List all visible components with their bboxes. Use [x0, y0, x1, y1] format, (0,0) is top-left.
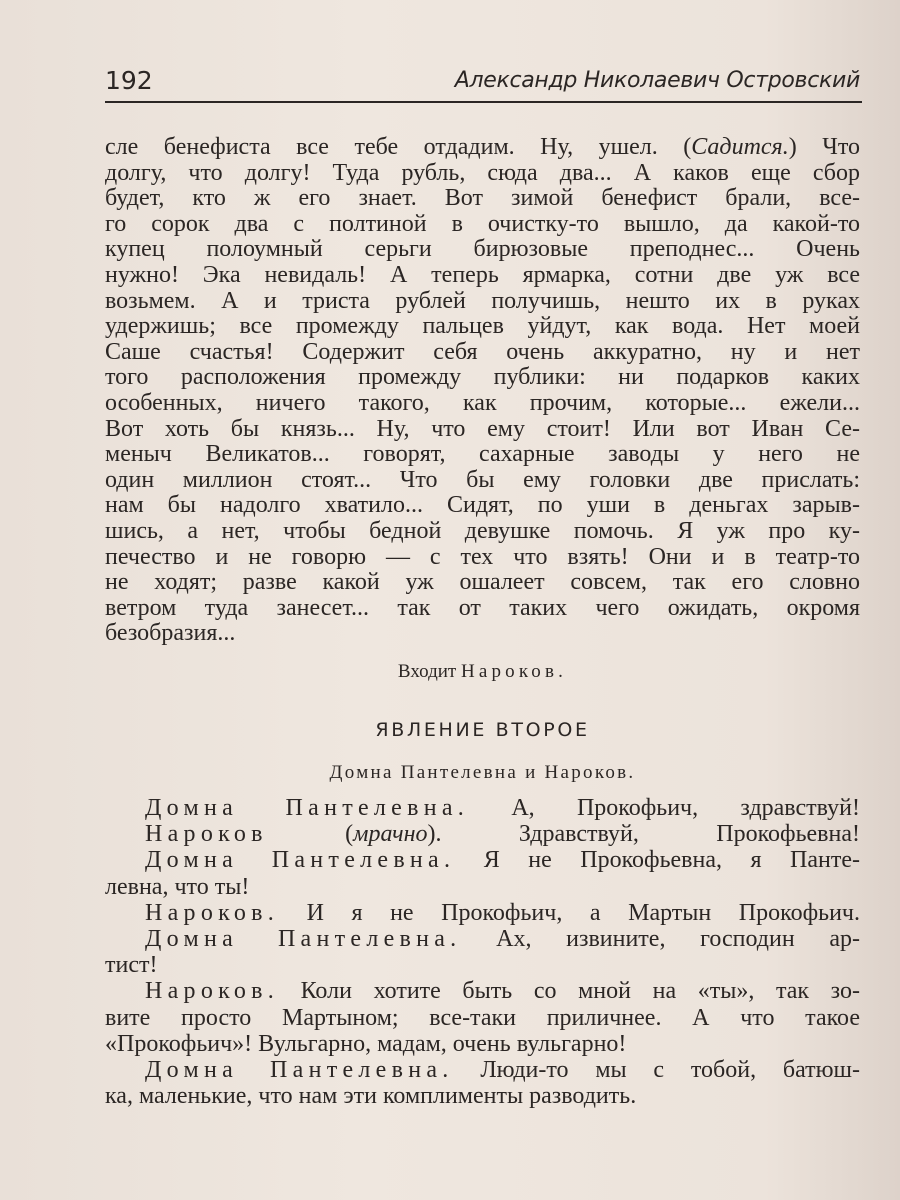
text-segment: нужно! Эка невидаль! А теперь ярмарка, сотни две уж все	[105, 262, 860, 288]
speaker-name: Нароков.	[460, 661, 568, 682]
text-segment: возьмем. А и триста рублей получишь, нешто их в руках	[105, 287, 860, 314]
text-segment: долгу, что долгу! Туда рубль, сюда два... А каков еще сбор	[105, 159, 860, 186]
text-line	[105, 620, 860, 646]
speaker-name: Нароков.	[145, 978, 279, 1005]
dialogue-line	[105, 1083, 860, 1109]
text-line	[105, 467, 860, 493]
text-line	[105, 364, 860, 390]
running-head-author: Александр Николаевич Островский	[454, 68, 860, 93]
dialogue-line	[145, 926, 860, 952]
text-segment: вите просто Мартыном; все-таки приличнее. А что такое	[105, 1004, 860, 1031]
dialogue-line	[105, 952, 860, 978]
text-line	[105, 211, 860, 237]
text-segment: Входит	[397, 661, 461, 682]
text-segment: левна, что ты!	[105, 873, 250, 900]
text-line	[105, 288, 860, 314]
speaker-name: Домна Пантелевна.	[145, 926, 462, 952]
text-segment: Ах, извините, господин ар-	[461, 926, 860, 952]
text-line	[105, 185, 860, 211]
running-header	[105, 66, 860, 100]
text-segment: А, Прокофьич, здравствуй!	[469, 795, 860, 821]
text-segment: шись, а нет, чтобы бедной девушке помочь. Я уж про ку-	[105, 518, 860, 544]
text-line	[105, 236, 860, 262]
text-segment: удержишь; все промежду пальцев уйдут, как вода. Нет моей	[105, 313, 860, 340]
speaker-name: Домна Пантелевна.	[145, 847, 456, 874]
text-segment: ка, маленькие, что нам эти комплименты разводить.	[105, 1083, 637, 1110]
text-segment: Я не Прокофьевна, я Панте-	[455, 847, 860, 874]
text-segment: ветром туда занесет... так от таких чего ожидать, окромя	[105, 594, 860, 621]
dialogue-line	[145, 847, 860, 873]
speaker-name: Домна Пантелевна.	[145, 795, 470, 821]
text-segment: купец полоумный серьги бирюзовые преподнес... Очень	[105, 236, 860, 263]
scene-persons: Домна Пантелевна и Нароков.	[329, 762, 636, 783]
dialogue-line	[145, 1057, 860, 1083]
text-line	[105, 416, 860, 442]
text-line	[105, 569, 860, 595]
text-segment: «Прокофьич»! Вульгарно, мадам, очень вульгарно!	[105, 1030, 627, 1057]
text-segment: Саше счастья! Содержит себя очень аккуратно, ну и нет	[105, 338, 860, 365]
header-rule	[105, 101, 862, 103]
text-segment: ) Что	[788, 134, 860, 160]
text-line	[105, 390, 860, 416]
dialogue-line	[105, 874, 860, 900]
dialogue-line	[145, 821, 860, 847]
text-line	[105, 313, 860, 339]
dialogue-line	[145, 795, 860, 821]
text-line	[105, 441, 860, 467]
text-segment: один миллион стоят... Что бы ему головки две прислать:	[105, 466, 860, 493]
scene-title: ЯВЛЕНИЕ ВТОРОЕ	[375, 719, 590, 741]
text-segment: нам бы надолго хватило... Сидят, по уши в деньгах зарыв-	[105, 492, 860, 519]
text-segment: того расположения промежду публики: ни подарков каких	[105, 364, 860, 391]
dialogue-line	[145, 900, 860, 926]
text-segment: Коли хотите быть со мной на «ты», так зо-	[279, 978, 860, 1005]
speaker-name: Нароков	[145, 821, 268, 848]
text-segment: тист!	[105, 952, 158, 979]
dialogue-line	[145, 978, 860, 1004]
text-segment: меныч Великатов... говорят, сахарные заводы у него не	[105, 441, 860, 468]
italic-text: мрачно	[353, 821, 428, 848]
text-segment: Вот хоть бы князь... Ну, что ему стоит! Или вот Иван Се-	[105, 415, 860, 442]
text-line	[105, 339, 860, 365]
text-line	[105, 262, 860, 288]
dialogue-line	[105, 1005, 860, 1031]
speaker-name: Домна Пантелевна.	[145, 1057, 454, 1083]
speaker-name: Нароков.	[145, 899, 279, 926]
text-segment: го сорок два с полтиной в очистку-то вышло, да какой-то	[105, 210, 860, 237]
text-segment: (	[267, 821, 354, 848]
text-line	[105, 160, 860, 186]
text-line	[105, 544, 860, 570]
text-segment: Люди-то мы с тобой, батюш-	[453, 1057, 860, 1083]
text-segment: печество и не говорю — с тех что взять! Они и в театр-то	[105, 543, 860, 570]
stage-direction	[105, 661, 860, 683]
text-line	[105, 518, 860, 544]
text-segment: будет, кто ж его знает. Вот зимой бенефист брали, все-	[105, 185, 860, 212]
text-line	[105, 492, 860, 518]
text-line	[105, 595, 860, 621]
text-segment: сле бенефиста все тебе отдадим. Ну, ушел. (	[105, 134, 692, 160]
page-number: 192	[105, 66, 153, 95]
text-segment: особенных, ничего такого, как прочим, которые... ежели...	[105, 390, 860, 416]
text-segment: ). Здравствуй, Прокофьевна!	[427, 821, 860, 848]
text-segment: И я не Прокофьич, а Мартын Прокофьич.	[279, 899, 860, 926]
text-segment: не ходят; разве какой уж ошалеет совсем, так его словно	[105, 569, 860, 596]
text-line	[105, 134, 860, 160]
dialogue-line	[105, 1031, 860, 1057]
italic-text: Садится.	[691, 134, 789, 160]
text-segment: безобразия...	[105, 620, 236, 647]
